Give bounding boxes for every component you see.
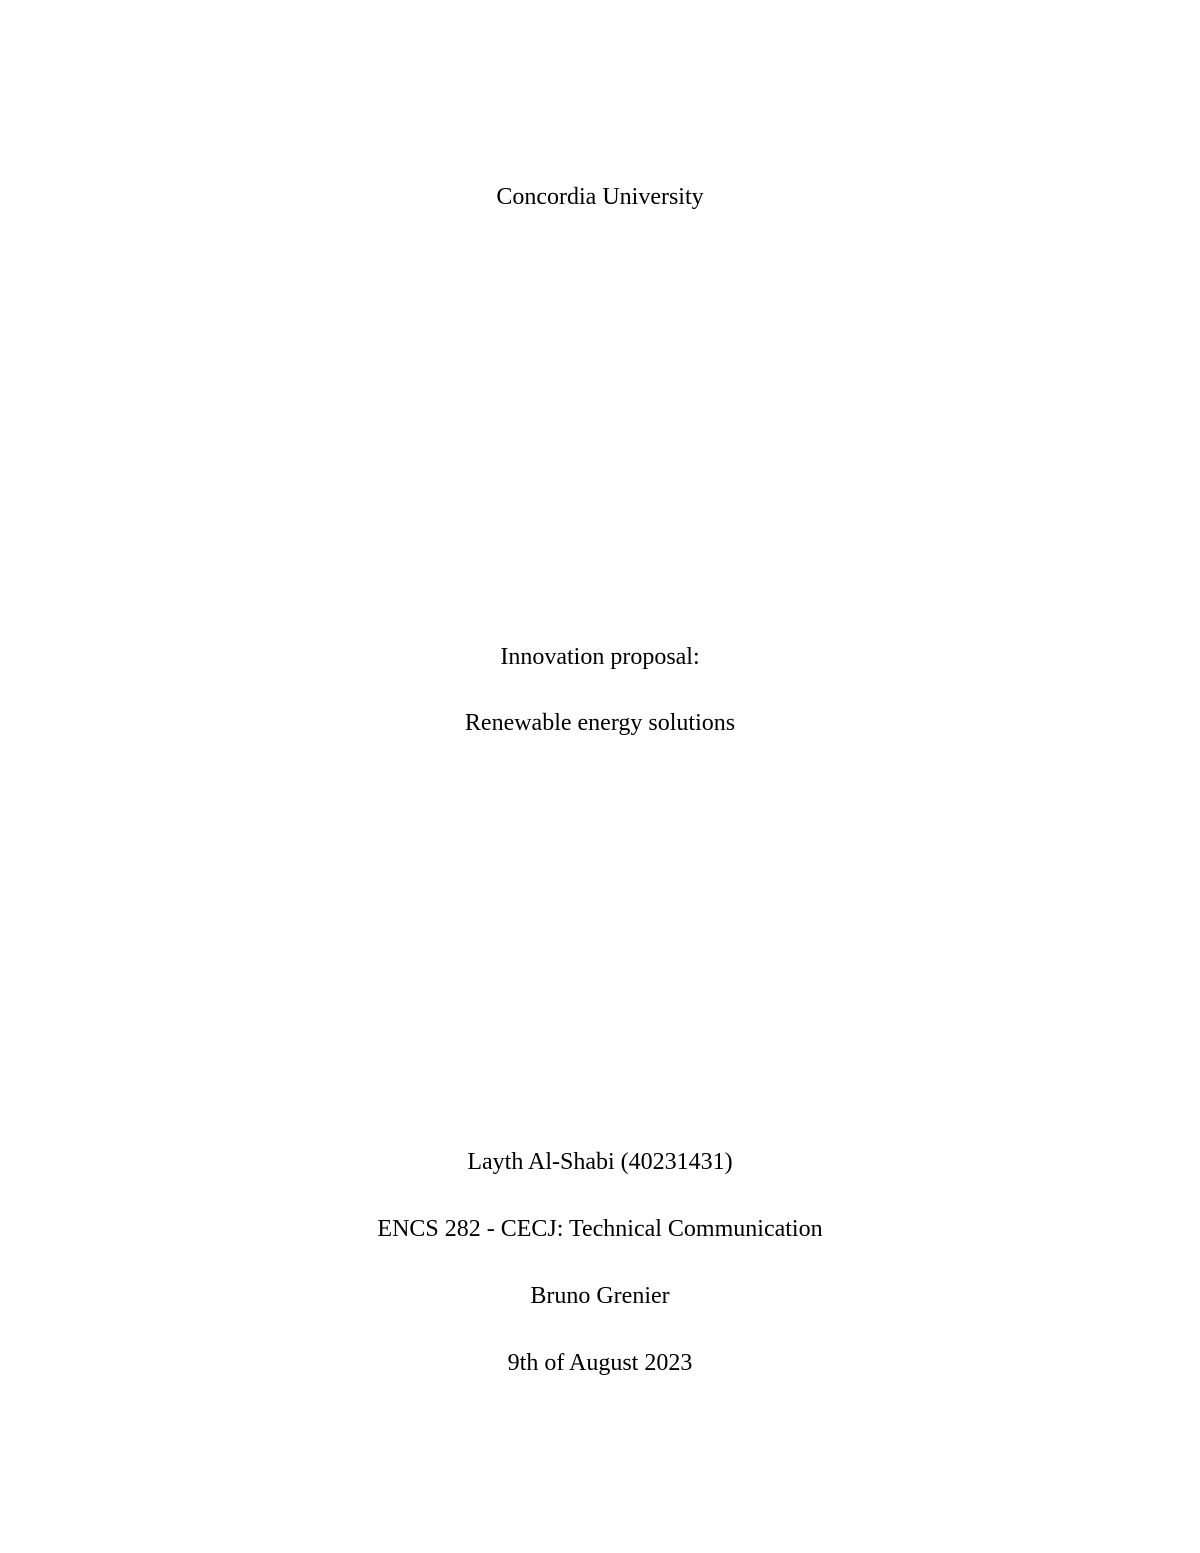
instructor-name: Bruno Grenier [530, 1283, 670, 1309]
university-name: Concordia University [496, 184, 704, 210]
proposal-label: Innovation proposal: [500, 644, 700, 670]
submission-date: 9th of August 2023 [507, 1350, 693, 1376]
author-name: Layth Al-Shabi (40231431) [467, 1149, 733, 1175]
course-name: ENCS 282 - CECJ: Technical Communication [377, 1216, 823, 1242]
proposal-topic: Renewable energy solutions [464, 710, 736, 736]
